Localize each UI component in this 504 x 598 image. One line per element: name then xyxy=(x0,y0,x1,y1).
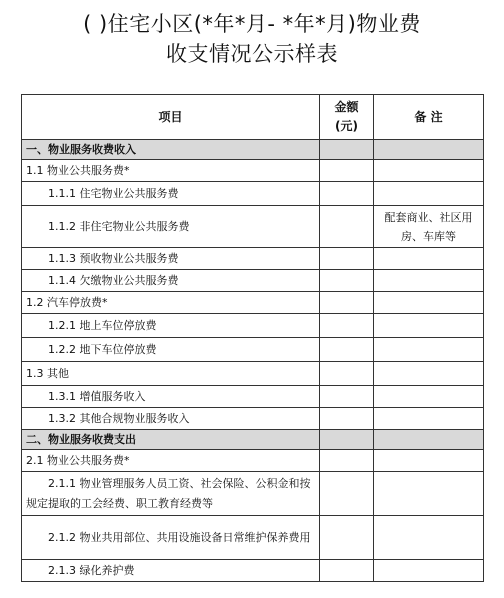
row-label: 1.1.2 非住宅物业公共服务费 xyxy=(22,206,320,248)
note-cell xyxy=(374,516,484,560)
amount-cell xyxy=(320,472,374,516)
note-cell xyxy=(374,314,484,338)
header-amount xyxy=(320,95,374,140)
page-title: ( )住宅小区(*年*月- *年*月)物业费 xyxy=(83,12,421,36)
section-row xyxy=(22,430,484,450)
table-row xyxy=(22,386,484,408)
table-row xyxy=(22,248,484,270)
row-label: 2.1.3 绿化养护费 xyxy=(22,560,320,582)
table-row xyxy=(22,270,484,292)
row-label: 1.3.1 增值服务收入 xyxy=(22,386,320,408)
amount-cell xyxy=(320,338,374,362)
amount-cell xyxy=(320,140,374,160)
table-row xyxy=(22,362,484,386)
note-cell xyxy=(374,160,484,182)
table-row xyxy=(22,516,484,560)
table-row xyxy=(22,160,484,182)
amount-cell xyxy=(320,248,374,270)
note-cell xyxy=(374,338,484,362)
amount-cell xyxy=(320,450,374,472)
row-label: 1.2 汽车停放费* xyxy=(22,292,320,314)
table-row xyxy=(22,338,484,362)
table-row xyxy=(22,182,484,206)
note-cell xyxy=(374,182,484,206)
note-cell xyxy=(374,408,484,430)
row-label xyxy=(22,472,320,516)
table-row xyxy=(22,314,484,338)
row-label xyxy=(22,516,320,560)
row-label: 1.1.4 欠缴物业公共服务费 xyxy=(22,270,320,292)
table-row xyxy=(22,292,484,314)
note-cell xyxy=(374,292,484,314)
note-cell xyxy=(374,362,484,386)
amount-cell xyxy=(320,408,374,430)
amount-cell xyxy=(320,516,374,560)
table-row xyxy=(22,408,484,430)
row-label: 1.2.1 地上车位停放费 xyxy=(22,314,320,338)
header-item: 项目 xyxy=(22,95,320,140)
header-amount-unit: (元) xyxy=(335,119,358,133)
note-cell xyxy=(374,140,484,160)
row-label: 1.1.1 住宅物业公共服务费 xyxy=(22,182,320,206)
amount-cell xyxy=(320,292,374,314)
section-row xyxy=(22,140,484,160)
row-label: 2.1 物业公共服务费* xyxy=(22,450,320,472)
page-subtitle: 收支情况公示样表 xyxy=(166,42,338,66)
note-cell xyxy=(374,450,484,472)
row-label-text: 2.1.1 物业管理服务人员工资、社会保险、公积金和按规定提取的工会经费、职工教育经费等 xyxy=(26,476,311,510)
note-cell: 配套商业、社区用房、车库等 xyxy=(374,206,484,248)
amount-cell xyxy=(320,386,374,408)
table-header-row xyxy=(22,95,484,140)
row-label: 一、物业服务收费收入 xyxy=(22,140,320,160)
row-label: 1.1 物业公共服务费* xyxy=(22,160,320,182)
fee-disclosure-table xyxy=(21,94,484,582)
row-label-text: 2.1.2 物业共用部位、共用设施设备日常维护保养费用 xyxy=(48,530,311,544)
table-row xyxy=(22,472,484,516)
table-row xyxy=(22,560,484,582)
note-cell xyxy=(374,386,484,408)
amount-cell xyxy=(320,362,374,386)
amount-cell xyxy=(320,430,374,450)
note-cell xyxy=(374,560,484,582)
header-amount-label: 金额 xyxy=(334,100,359,114)
row-label: 1.1.3 预收物业公共服务费 xyxy=(22,248,320,270)
row-label: 二、物业服务收费支出 xyxy=(22,430,320,450)
amount-cell xyxy=(320,182,374,206)
amount-cell xyxy=(320,560,374,582)
note-cell xyxy=(374,248,484,270)
note-cell xyxy=(374,430,484,450)
amount-cell xyxy=(320,160,374,182)
amount-cell xyxy=(320,314,374,338)
row-label: 1.2.2 地下车位停放费 xyxy=(22,338,320,362)
amount-cell xyxy=(320,206,374,248)
header-note: 备 注 xyxy=(374,95,484,140)
amount-cell xyxy=(320,270,374,292)
note-cell xyxy=(374,270,484,292)
row-label: 1.3 其他 xyxy=(22,362,320,386)
row-label: 1.3.2 其他合规物业服务收入 xyxy=(22,408,320,430)
table-row xyxy=(22,206,484,248)
table-row xyxy=(22,450,484,472)
note-cell xyxy=(374,472,484,516)
